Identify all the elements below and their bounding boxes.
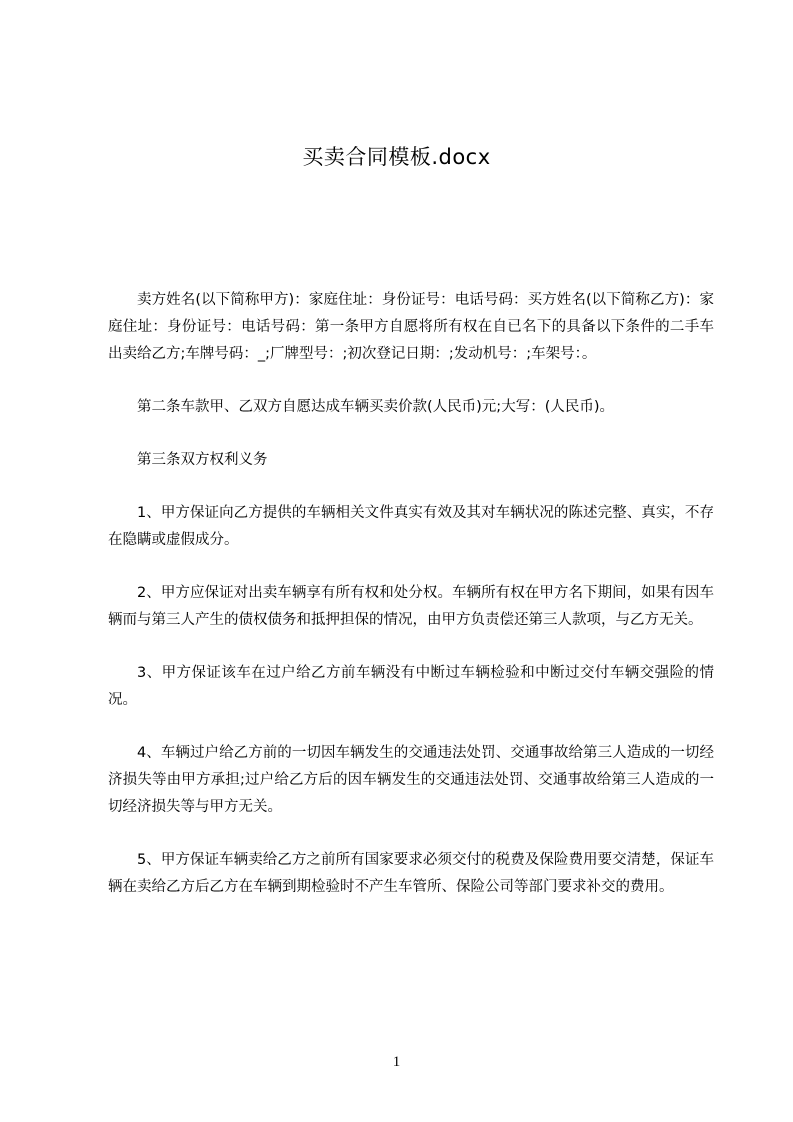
paragraph-clause-1: 1、甲方保证向乙方提供的车辆相关文件真实有效及其对车辆状况的陈述完整、真实，不存在隐瞒或虚假成分。 — [108, 505, 714, 548]
paragraph-clause-2: 2、甲方应保证对出卖车辆享有所有权和处分权。车辆所有权在甲方名下期间，如果有因车辆而与第三人产生的债权债务和抵押担保的情况，由甲方负责偿还第三人款项，与乙方无关。 — [108, 585, 714, 628]
page-number: 1 — [392, 1054, 401, 1070]
paragraph-clause-4: 4、车辆过户给乙方前的一切因车辆发生的交通违法处罚、交通事故给第三人造成的一切经济损失等由甲方承担;过户给乙方后的因车辆发生的交通违法处罚、交通事故给第三人造成的一切经济损失等与甲方无关。 — [108, 745, 714, 815]
paragraph-parties: 卖方姓名(以下简称甲方)：家庭住址：身份证号：电话号码：买方姓名(以下简称乙方)：家庭住址：身份证号：电话号码：第一条甲方自愿将所有权在自已名下的具备以下条件的二手车出卖给乙方;车牌号码：_;厂牌型号：;初次登记日期：;发动机号：;车架号：。 — [108, 292, 714, 362]
paragraph-article-2-price: 第二条车款甲、乙双方自愿达成车辆买卖价款(人民币)元;大写：(人民币)。 — [137, 399, 615, 415]
paragraph-clause-5: 5、甲方保证车辆卖给乙方之前所有国家要求必须交付的税费及保险费用要交清楚，保证车辆在卖给乙方后乙方在车辆到期检验时不产生车管所、保险公司等部门要求补交的费用。 — [108, 852, 714, 895]
document-title: 买卖合同模板.docx — [302, 145, 491, 169]
document-body — [108, 287, 714, 927]
paragraph-clause-3: 3、甲方保证该车在过户给乙方前车辆没有中断过车辆检验和中断过交付车辆交强险的情况。 — [108, 665, 714, 708]
paragraph-article-3-heading: 第三条双方权利义务 — [137, 452, 268, 468]
